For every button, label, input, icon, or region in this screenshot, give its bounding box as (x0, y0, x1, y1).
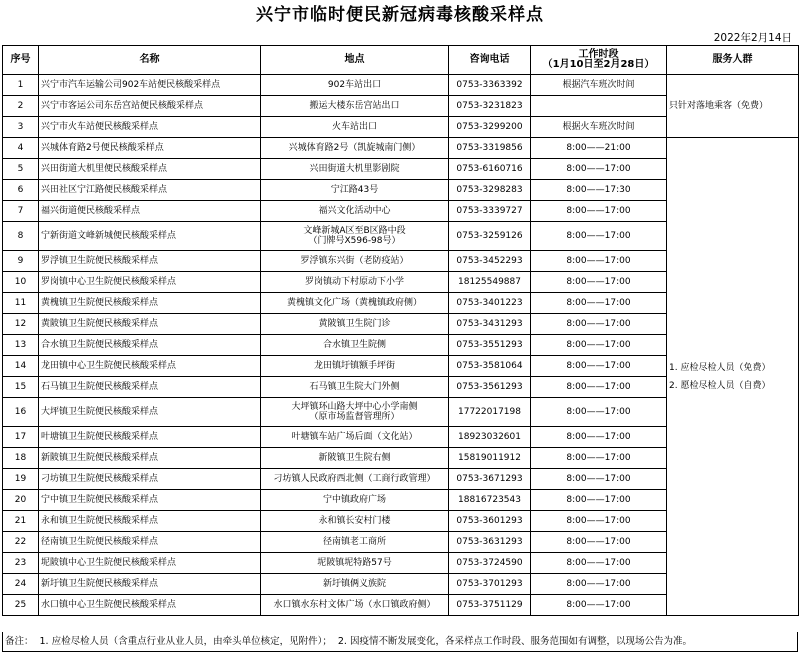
site-name: 刁坊镇卫生院便民核酸采样点 (39, 469, 261, 490)
header-service: 服务人群 (667, 46, 799, 75)
service-line-1: 1. 应检尽检人员（免费） (669, 362, 771, 373)
site-hours: 根据汽车班次时间 (531, 75, 667, 96)
site-phone: 0753-3551293 (449, 335, 531, 356)
site-location: 新圩镇俩义族院 (261, 574, 449, 595)
site-phone: 0753-3601293 (449, 511, 531, 532)
row-index: 19 (3, 469, 39, 490)
site-name: 兴城体育路2号便民核酸采样点 (39, 138, 261, 159)
site-location: 宁江路43号 (261, 180, 449, 201)
site-hours: 8:00——17:00 (531, 511, 667, 532)
row-index: 6 (3, 180, 39, 201)
table-header-row (3, 46, 799, 75)
row-index: 21 (3, 511, 39, 532)
site-hours: 8:00——17:00 (531, 532, 667, 553)
service-group-arrivals: 只针对落地乘客（免费） (667, 75, 799, 138)
site-location-line1: 大坪镇环山路大坪中心小学南侧 (291, 402, 418, 412)
row-index: 14 (3, 356, 39, 377)
site-name: 永和镇卫生院便民核酸采样点 (39, 511, 261, 532)
site-phone: 0753-3363392 (449, 75, 531, 96)
row-index: 15 (3, 377, 39, 398)
site-phone: 0753-3339727 (449, 201, 531, 222)
site-location: 坭陂镇坭特路57号 (261, 553, 449, 574)
site-location: 兴田街道大机里影剧院 (261, 159, 449, 180)
row-index: 23 (3, 553, 39, 574)
site-hours: 8:00——17:00 (531, 553, 667, 574)
site-name: 宁新街道文峰新城便民核酸采样点 (39, 222, 261, 251)
site-phone: 15819011912 (449, 448, 531, 469)
site-location: 合水镇卫生院侧 (261, 335, 449, 356)
site-location: 叶塘镇车站广场后面（文化站） (261, 427, 449, 448)
footer-notes (2, 632, 798, 652)
site-location: 石马镇卫生院大门外侧 (261, 377, 449, 398)
site-name: 径南镇卫生院便民核酸采样点 (39, 532, 261, 553)
site-location-line2: （门牌号X596-98号） (308, 236, 401, 246)
site-name: 罗岗镇中心卫生院便民核酸采样点 (39, 272, 261, 293)
site-location-line1: 文峰新城A区至B区路中段 (303, 226, 406, 236)
site-hours: 8:00——21:00 (531, 138, 667, 159)
site-name: 黄槐镇卫生院便民核酸采样点 (39, 293, 261, 314)
site-location: 黄槐镇文化广场（黄槐镇政府侧） (261, 293, 449, 314)
site-hours: 8:00——17:00 (531, 251, 667, 272)
header-hours (531, 46, 667, 75)
site-phone: 0753-6160716 (449, 159, 531, 180)
footer-note-1: 1. 应检尽检人员（含重点行业从业人员，由牵头单位核定，见附件）； (39, 636, 332, 647)
site-location (261, 222, 449, 251)
row-index: 20 (3, 490, 39, 511)
site-phone: 0753-3671293 (449, 469, 531, 490)
site-hours: 8:00——17:00 (531, 490, 667, 511)
site-phone: 0753-3581064 (449, 356, 531, 377)
site-hours: 8:00——17:00 (531, 222, 667, 251)
site-name: 坭陂镇中心卫生院便民核酸采样点 (39, 553, 261, 574)
site-location: 刁坊镇人民政府西北侧（工商行政管理） (261, 469, 449, 490)
site-location-line2: （原市场监督管理所） (309, 412, 400, 422)
row-index: 9 (3, 251, 39, 272)
row-index: 22 (3, 532, 39, 553)
site-location: 黄陂镇卫生院门诊 (261, 314, 449, 335)
header-location: 地点 (261, 46, 449, 75)
row-index: 3 (3, 117, 39, 138)
site-location: 永和镇长安村门楼 (261, 511, 449, 532)
row-index: 2 (3, 96, 39, 117)
site-hours: 8:00——17:00 (531, 398, 667, 427)
site-phone: 0753-3561293 (449, 377, 531, 398)
site-phone: 0753-3701293 (449, 574, 531, 595)
header-hours-line2: （1月10日至2月28日） (542, 59, 655, 70)
row-index: 1 (3, 75, 39, 96)
site-phone: 0753-3401223 (449, 293, 531, 314)
site-name: 福兴街道便民核酸采样点 (39, 201, 261, 222)
row-index: 12 (3, 314, 39, 335)
site-location: 兴城体育路2号（凯旋城南门侧） (261, 138, 449, 159)
row-index: 13 (3, 335, 39, 356)
site-phone: 0753-3319856 (449, 138, 531, 159)
site-hours: 8:00——17:00 (531, 595, 667, 616)
site-hours: 8:00——17:00 (531, 356, 667, 377)
site-phone: 0753-3259126 (449, 222, 531, 251)
site-phone: 0753-3724590 (449, 553, 531, 574)
row-index: 4 (3, 138, 39, 159)
site-location: 搬运大楼东岳宫站出口 (261, 96, 449, 117)
header-name: 名称 (39, 46, 261, 75)
site-hours: 8:00——17:00 (531, 293, 667, 314)
site-hours: 8:00——17:00 (531, 574, 667, 595)
row-index: 24 (3, 574, 39, 595)
site-hours: 8:00——17:00 (531, 159, 667, 180)
service-line-spacer (669, 373, 796, 381)
site-name: 新圩镇卫生院便民核酸采样点 (39, 574, 261, 595)
site-name: 兴宁市汽车运输公司902车站便民核酸采样点 (39, 75, 261, 96)
site-hours: 8:00——17:00 (531, 448, 667, 469)
table-row (3, 138, 799, 159)
site-name: 兴宁市客运公司东岳宫站便民核酸采样点 (39, 96, 261, 117)
site-name: 新陂镇卫生院便民核酸采样点 (39, 448, 261, 469)
document-title: 兴宁市临时便民新冠病毒核酸采样点 (256, 5, 544, 25)
site-phone: 0753-3452293 (449, 251, 531, 272)
site-location: 罗浮镇东兴街（老防疫站） (261, 251, 449, 272)
site-phone: 18923032601 (449, 427, 531, 448)
site-location: 新陂镇卫生院右侧 (261, 448, 449, 469)
sampling-sites-table (2, 45, 799, 616)
row-index: 8 (3, 222, 39, 251)
site-hours: 8:00——17:00 (531, 377, 667, 398)
site-name: 龙田镇中心卫生院便民核酸采样点 (39, 356, 261, 377)
site-name: 合水镇卫生院便民核酸采样点 (39, 335, 261, 356)
site-phone: 0753-3751129 (449, 595, 531, 616)
site-location: 水口镇水东村文体广场（水口镇政府侧） (261, 595, 449, 616)
site-name: 水口镇中心卫生院便民核酸采样点 (39, 595, 261, 616)
header-phone: 咨询电话 (449, 46, 531, 75)
site-phone: 0753-3631293 (449, 532, 531, 553)
site-name: 黄陂镇卫生院便民核酸采样点 (39, 314, 261, 335)
site-location: 火车站出口 (261, 117, 449, 138)
site-location: 龙田镇圩镇额手坪街 (261, 356, 449, 377)
row-index: 16 (3, 398, 39, 427)
site-location: 902车站出口 (261, 75, 449, 96)
site-hours: 8:00——17:00 (531, 272, 667, 293)
site-name: 石马镇卫生院便民核酸采样点 (39, 377, 261, 398)
row-index: 25 (3, 595, 39, 616)
site-location: 福兴文化活动中心 (261, 201, 449, 222)
row-index: 10 (3, 272, 39, 293)
row-index: 18 (3, 448, 39, 469)
footer-label: 备注： (5, 636, 34, 647)
row-index: 17 (3, 427, 39, 448)
row-index: 5 (3, 159, 39, 180)
site-name: 大坪镇卫生院便民核酸采样点 (39, 398, 261, 427)
site-phone: 0753-3231823 (449, 96, 531, 117)
footer-note-2: 2. 因疫情不断发展变化，各采样点工作时段、服务范围如有调整，以现场公告为准。 (337, 636, 692, 647)
site-name: 兴田街道大机里便民核酸采样点 (39, 159, 261, 180)
site-name: 兴田社区宁江路便民核酸采样点 (39, 180, 261, 201)
site-location: 宁中镇政府广场 (261, 490, 449, 511)
site-hours: 8:00——17:30 (531, 180, 667, 201)
header-index: 序号 (3, 46, 39, 75)
site-location: 径南镇老工商所 (261, 532, 449, 553)
service-group-testing (667, 138, 799, 616)
site-phone: 0753-3431293 (449, 314, 531, 335)
site-name: 罗浮镇卫生院便民核酸采样点 (39, 251, 261, 272)
row-index: 11 (3, 293, 39, 314)
service-line-2: 2. 愿检尽检人员（自费） (669, 380, 771, 391)
site-hours: 8:00——17:00 (531, 469, 667, 490)
site-phone: 0753-3298283 (449, 180, 531, 201)
table-row (3, 75, 799, 96)
site-hours: 8:00——17:00 (531, 335, 667, 356)
site-hours: 8:00——17:00 (531, 427, 667, 448)
site-phone: 17722017198 (449, 398, 531, 427)
site-phone: 18816723543 (449, 490, 531, 511)
header-hours-line1: 工作时段 (578, 49, 619, 60)
site-hours: 8:00——17:00 (531, 201, 667, 222)
site-hours: 根据火车班次时间 (531, 117, 667, 138)
row-index: 7 (3, 201, 39, 222)
site-hours: 8:00——17:00 (531, 314, 667, 335)
site-name: 宁中镇卫生院便民核酸采样点 (39, 490, 261, 511)
site-hours (531, 96, 667, 117)
site-phone: 18125549887 (449, 272, 531, 293)
site-location: 罗岗镇动下村原动下小学 (261, 272, 449, 293)
site-name: 兴宁市火车站便民核酸采样点 (39, 117, 261, 138)
document-date: 2022年2月14日 (713, 32, 792, 44)
site-phone: 0753-3299200 (449, 117, 531, 138)
site-name: 叶塘镇卫生院便民核酸采样点 (39, 427, 261, 448)
site-location (261, 398, 449, 427)
